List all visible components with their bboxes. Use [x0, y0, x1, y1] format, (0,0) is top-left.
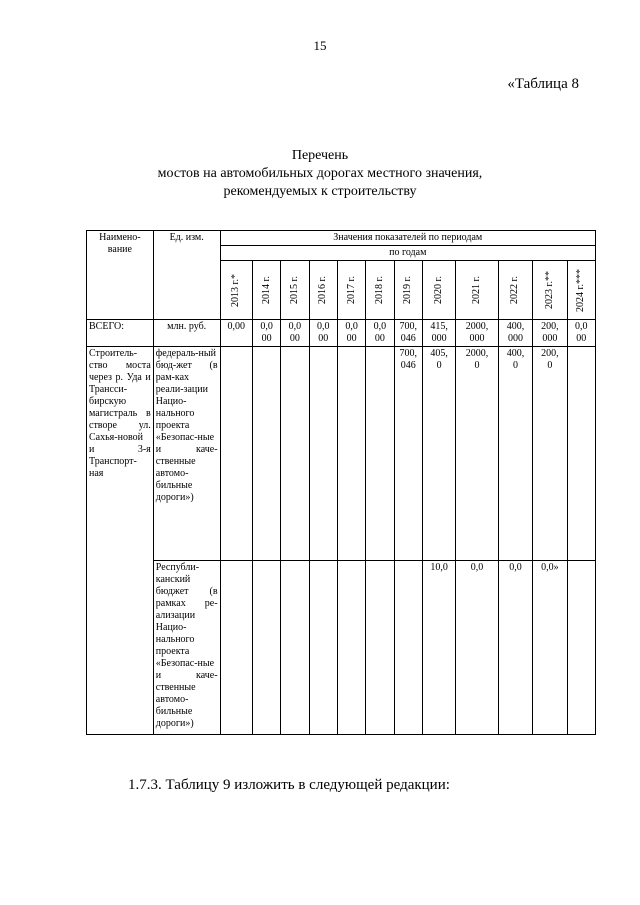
republic-budget-row [87, 561, 596, 735]
row-value [220, 561, 252, 735]
row-value: 0,0 [456, 561, 498, 735]
row-value [366, 347, 394, 561]
row-value [309, 347, 337, 561]
funding-source: Республи-канский бюджет (в рамках ре-ализации Нацио-нального проекта «Безопас-ные и каче-ственные автомо-бильные дороги») [153, 561, 220, 735]
total-value: 200, 000 [533, 320, 567, 347]
row-value: 405, 0 [422, 347, 455, 561]
year-header: 2020 г. [433, 276, 445, 304]
year-header: 2023 г.** [543, 271, 555, 309]
total-row [87, 320, 596, 347]
year-header: 2018 г. [373, 276, 385, 304]
total-value: 0,00 [220, 320, 252, 347]
bridges-table [86, 230, 596, 735]
row-value [567, 347, 595, 561]
table-reference: «Таблица 8 [507, 76, 579, 92]
row-value [366, 561, 394, 735]
document-title [0, 147, 640, 201]
row-value [252, 561, 280, 735]
row-value [252, 347, 280, 561]
title-line-3: рекомендуемых к строительству [223, 184, 417, 199]
row-value [309, 561, 337, 735]
total-value: 415, 000 [422, 320, 455, 347]
row-value [567, 561, 595, 735]
title-line-1: Перечень [291, 148, 349, 163]
header-by-years: по годам [220, 246, 595, 261]
row-value [281, 347, 309, 561]
total-value: 0,0 00 [567, 320, 595, 347]
total-value: 0,0 00 [309, 320, 337, 347]
year-header: 2017 г. [345, 276, 357, 304]
header-name: Наимено- вание [87, 231, 154, 320]
project-name: Строитель-ство моста через р. Уда и Трансси-бирскую магистраль в створе ул. Сахья-новой и 3-я Транспорт-ная [87, 347, 154, 735]
total-value: 0,0 00 [281, 320, 309, 347]
year-header: 2024 г.*** [575, 268, 587, 312]
year-header: 2016 г. [317, 276, 329, 304]
year-header: 2013 г.* [230, 273, 242, 307]
row-value [281, 561, 309, 735]
year-header: 2015 г. [288, 276, 300, 304]
row-value: 10,0 [422, 561, 455, 735]
total-value: 400, 000 [498, 320, 532, 347]
amendment-text: 1.7.3. Таблицу 9 изложить в следующей редакции: [128, 777, 450, 793]
year-header: 2019 г. [402, 276, 414, 304]
row-value [394, 561, 422, 735]
year-header: 2021 г. [471, 276, 483, 304]
federal-budget-row [87, 347, 596, 561]
row-value: 2000, 0 [456, 347, 498, 561]
row-value: 200, 0 [533, 347, 567, 561]
year-header: 2014 г. [260, 276, 272, 304]
row-value [220, 347, 252, 561]
row-value: 400, 0 [498, 347, 532, 561]
total-value: 700, 046 [394, 320, 422, 347]
row-value: 0,0 [498, 561, 532, 735]
title-line-2: мостов на автомобильных дорогах местного значения, [157, 166, 483, 181]
row-value: 700, 046 [394, 347, 422, 561]
total-value: 0,0 00 [366, 320, 394, 347]
page-number: 15 [313, 38, 327, 53]
header-values-title: Значения показателей по периодам [220, 231, 595, 246]
total-value: 2000, 000 [456, 320, 498, 347]
total-label: ВСЕГО: [87, 320, 154, 347]
total-unit: млн. руб. [153, 320, 220, 347]
total-value: 0,0 00 [252, 320, 280, 347]
row-value: 0,0» [533, 561, 567, 735]
header-unit: Ед. изм. [153, 231, 220, 320]
total-value: 0,0 00 [337, 320, 365, 347]
funding-source: федераль-ный бюд-жет (в рам-ках реали-зации Нацио-нального проекта «Безопас-ные и каче-ственные автомо-бильные дороги») [153, 347, 220, 561]
year-header: 2022 г. [509, 276, 521, 304]
row-value [337, 347, 365, 561]
row-value [337, 561, 365, 735]
